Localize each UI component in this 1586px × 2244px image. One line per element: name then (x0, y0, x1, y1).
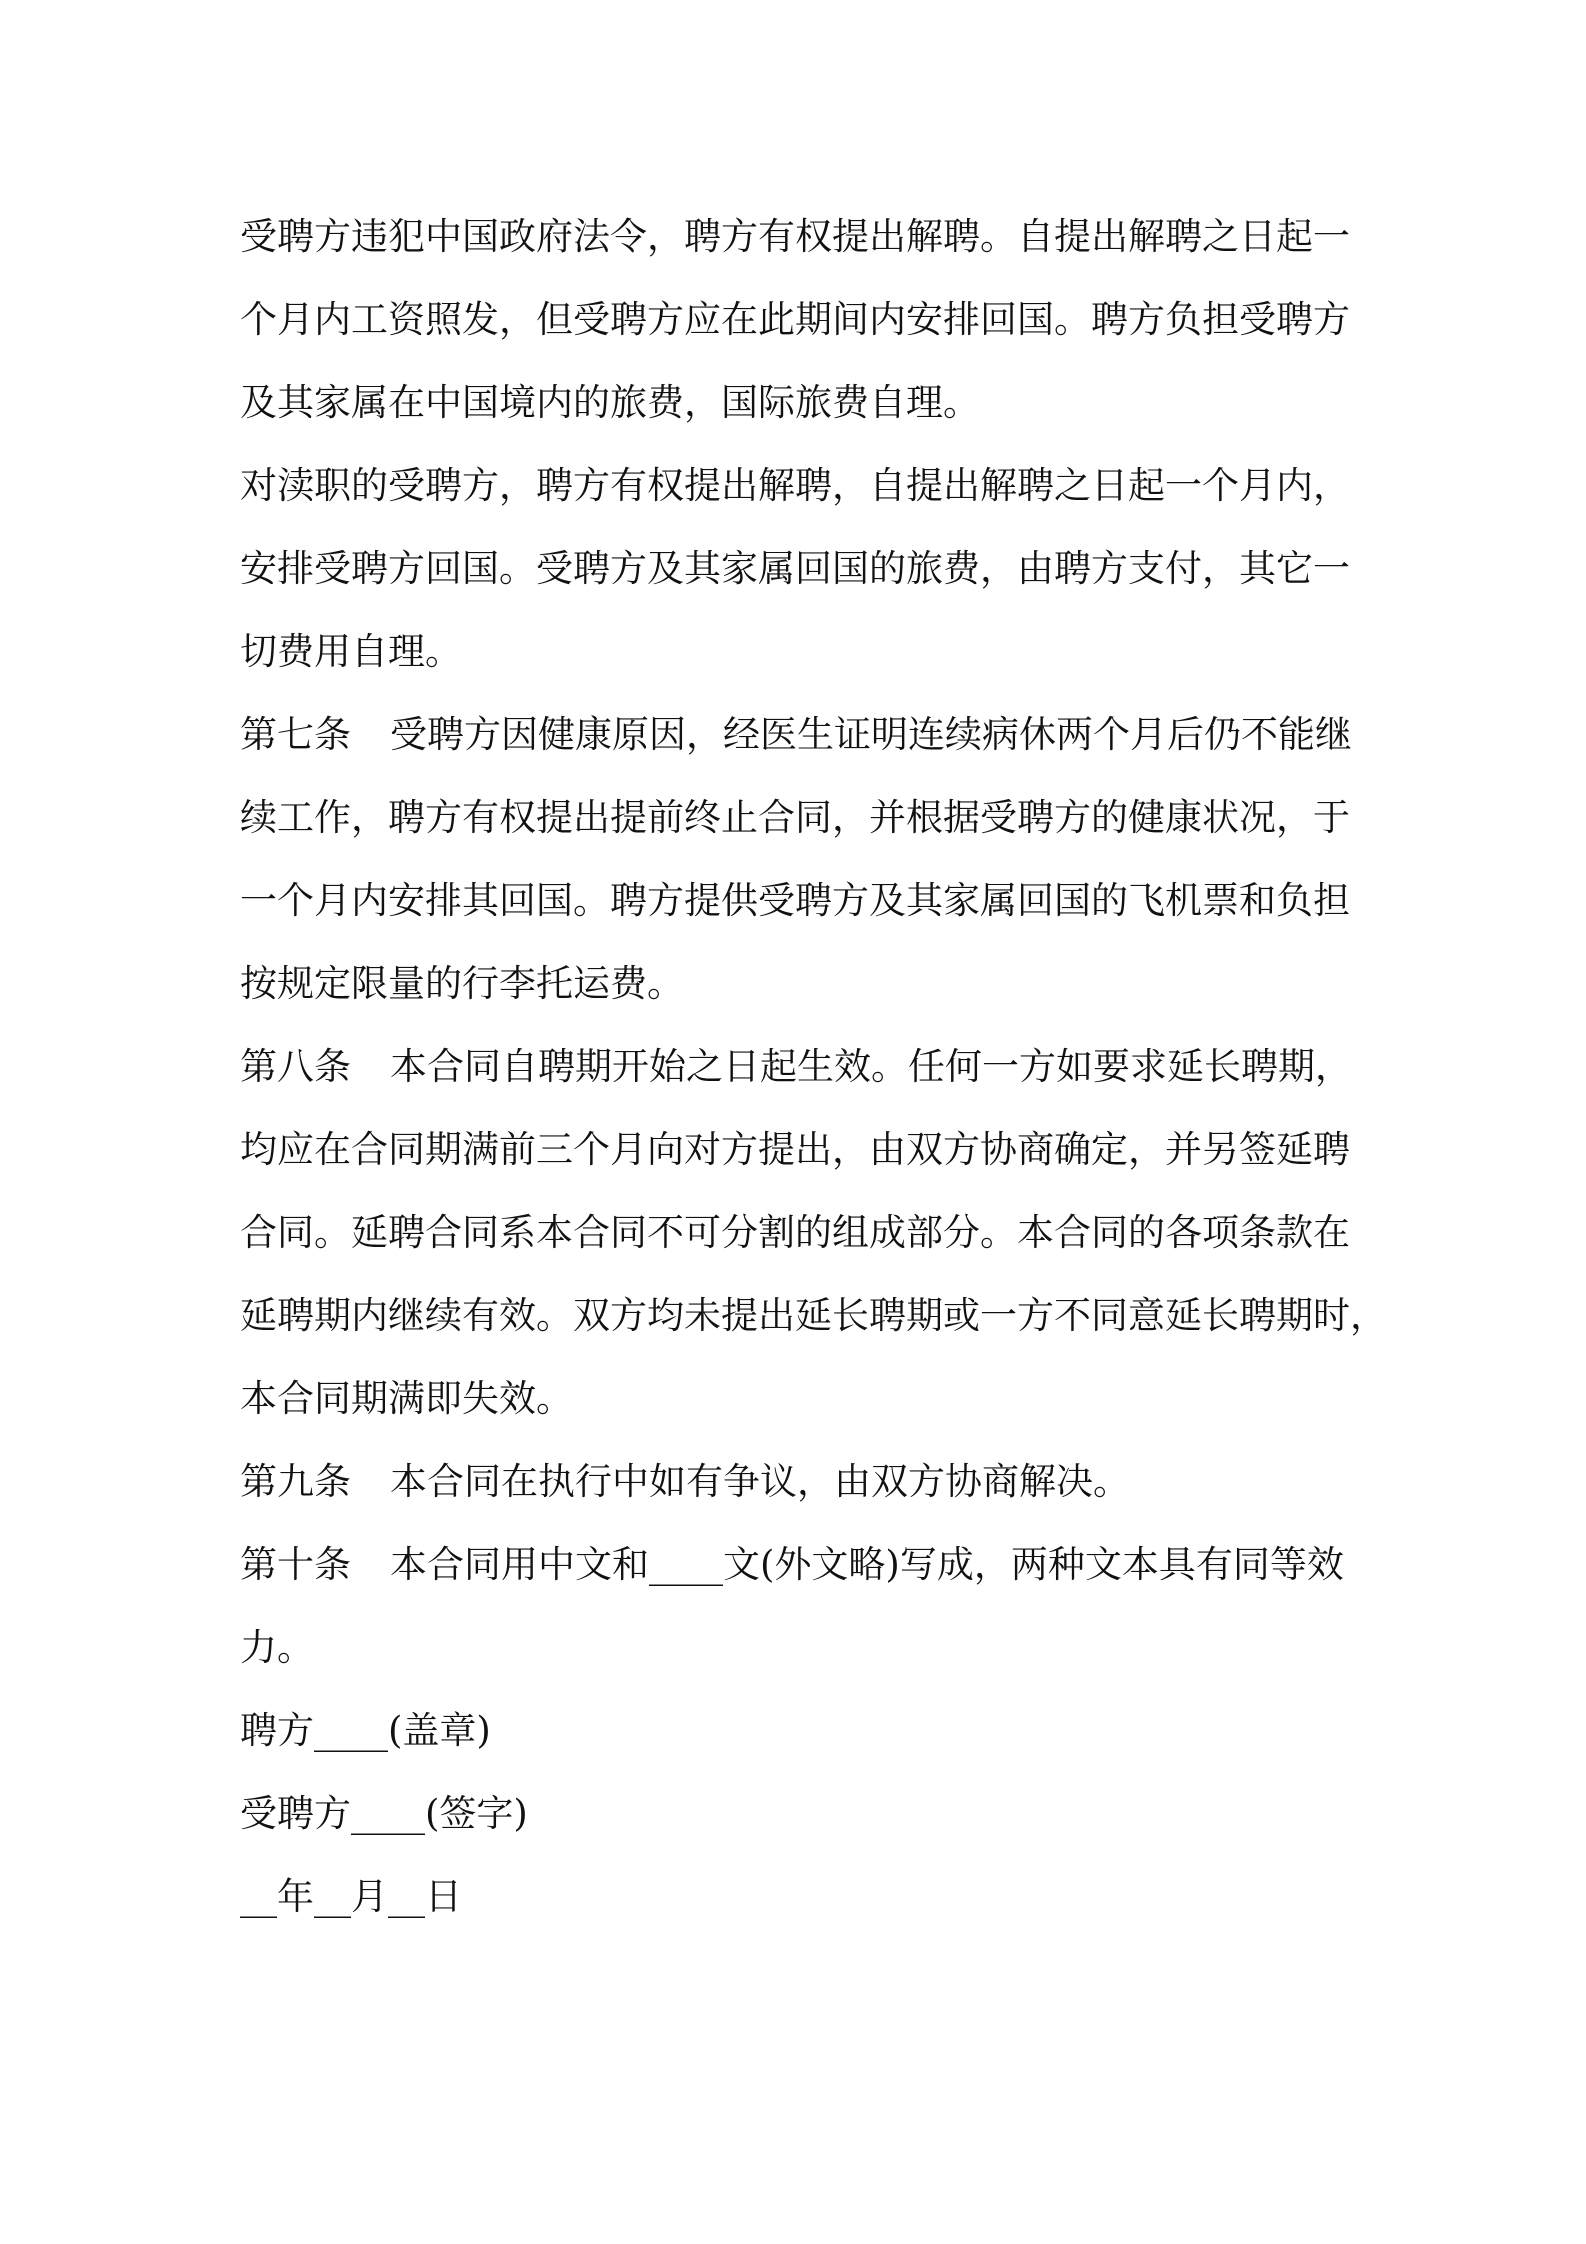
article-text: 本合同在执行中如有争议，由双方协商解决。 (390, 1460, 1130, 1503)
text-line: 续工作，聘方有权提出提前终止合同，并根据受聘方的健康状况，于 (240, 796, 1350, 839)
article-number: 第八条 (240, 1045, 351, 1088)
text-line: 均应在合同期满前三个月向对方提出，由双方协商确定，并另签延聘 (240, 1128, 1350, 1171)
paragraph-dismissal-negligence (240, 444, 1370, 693)
text-line: 切费用自理。 (240, 630, 462, 673)
text-line: 个月内工资照发，但受聘方应在此期间内安排回国。聘方负担受聘方 (240, 298, 1350, 341)
article-10 (240, 1523, 1370, 1689)
document-body (240, 195, 1387, 1938)
signature-block (240, 1689, 1370, 1938)
text-line: 延聘期内继续有效。双方均未提出延长聘期或一方不同意延长聘期时， (240, 1294, 1387, 1337)
text-line: 受聘方违犯中国政府法令，聘方有权提出解聘。自提出解聘之日起一 (240, 215, 1350, 258)
article-number: 第九条 (240, 1460, 351, 1503)
text-line: 一个月内安排其回国。聘方提供受聘方及其家属回国的飞机票和负担 (240, 879, 1350, 922)
text-line (240, 1025, 1370, 1108)
text-line: 安排受聘方回国。受聘方及其家属回国的旅费，由聘方支付，其它一 (240, 547, 1350, 590)
article-number: 第十条 (240, 1543, 351, 1586)
employer-signature-line: 聘方____(盖章) (240, 1709, 491, 1752)
text-line (240, 693, 1370, 776)
text-line: 按规定限量的行李托运费。 (240, 962, 684, 1005)
text-line: 力。 (240, 1626, 314, 1669)
article-7 (240, 693, 1370, 1025)
article-number: 第七条 (240, 713, 351, 756)
article-text: 本合同用中文和____文(外文略)写成，两种文本具有同等效 (390, 1543, 1344, 1586)
paragraph-dismissal-law (240, 195, 1370, 444)
article-9 (240, 1440, 1370, 1523)
text-line: 合同。延聘合同系本合同不可分割的组成部分。本合同的各项条款在 (240, 1211, 1350, 1254)
article-text: 本合同自聘期开始之日起生效。任何一方如要求延长聘期， (390, 1045, 1352, 1088)
date-line: __年__月__日 (240, 1875, 462, 1918)
text-line (240, 1440, 1370, 1523)
text-line: 及其家属在中国境内的旅费，国际旅费自理。 (240, 381, 980, 424)
article-8 (240, 1025, 1387, 1440)
text-line (240, 1523, 1370, 1606)
text-line: 对渎职的受聘方，聘方有权提出解聘，自提出解聘之日起一个月内， (240, 464, 1350, 507)
article-text: 受聘方因健康原因，经医生证明连续病休两个月后仍不能继 (390, 713, 1352, 756)
employee-signature-line: 受聘方____(签字) (240, 1792, 528, 1835)
text-line: 本合同期满即失效。 (240, 1377, 573, 1420)
